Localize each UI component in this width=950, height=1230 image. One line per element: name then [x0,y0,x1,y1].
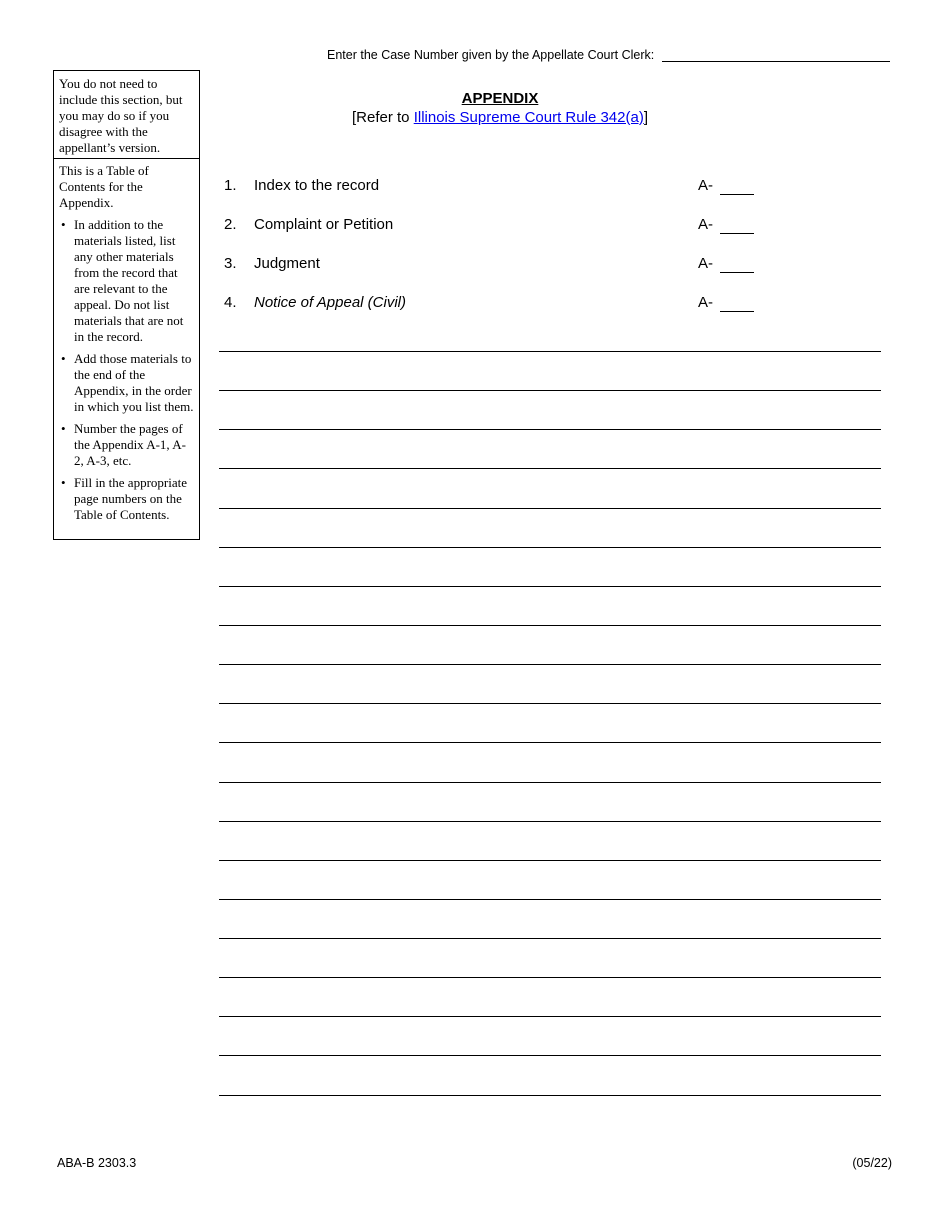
instruction-item: • In addition to the materials listed, list any other materials from the record that are relevant to the appeal. Do not list materials that are not in the record. [59,217,194,345]
toc-page-prefix: A- [698,216,713,233]
instructions-section [54,159,199,539]
additional-entry-line[interactable] [219,429,881,430]
additional-entry-line[interactable] [219,938,881,939]
additional-entry-line[interactable] [219,390,881,391]
instruction-item: • Number the pages of the Appendix A-1, A-2, A-3, etc. [59,421,194,469]
additional-entry-line[interactable] [219,468,881,469]
optional-note: You do not need to include this section, but you may do so if you disagree with the appellant’s version. [54,71,199,159]
toc-page-field[interactable] [720,295,754,312]
toc-label: Notice of Appeal (Civil) [254,294,406,311]
toc-row [224,176,764,196]
instruction-item: • Fill in the appropriate page numbers on the Table of Contents. [59,475,194,523]
toc-label: Index to the record [254,177,380,194]
additional-entry-line[interactable] [219,664,881,665]
additional-entry-line[interactable] [219,742,881,743]
additional-entry-line[interactable] [219,508,881,509]
toc-number: 1. [224,177,237,194]
form-date: (05/22) [852,1156,892,1170]
toc-page-prefix: A- [698,177,713,194]
toc-number: 3. [224,255,237,272]
rule-342a-link[interactable]: Illinois Supreme Court Rule 342(a) [413,109,644,126]
additional-entry-line[interactable] [219,1095,881,1096]
toc-row [224,293,764,313]
rule-reference [220,108,780,127]
toc-page-prefix: A- [698,294,713,311]
toc-row [224,215,764,235]
toc-page-field[interactable] [720,178,754,195]
additional-entry-line[interactable] [219,782,881,783]
refer-prefix: [Refer to [352,109,414,126]
instructions-intro: This is a Table of Contents for the Appendix. [59,163,149,210]
instruction-item: • Add those materials to the end of the Appendix, in the order in which you list them. [59,351,194,415]
additional-entry-line[interactable] [219,1016,881,1017]
toc-page-prefix: A- [698,255,713,272]
page-title: APPENDIX [461,90,539,107]
appendix-title-block [220,89,780,127]
additional-entry-line[interactable] [219,821,881,822]
additional-entry-line[interactable] [219,625,881,626]
toc-label: Judgment [254,255,320,272]
additional-entry-line[interactable] [219,703,881,704]
refer-suffix: ] [643,109,648,126]
toc-number: 4. [224,294,237,311]
additional-entry-line[interactable] [219,547,881,548]
additional-entry-line[interactable] [219,1055,881,1056]
additional-entry-line[interactable] [219,351,881,352]
toc-label: Complaint or Petition [254,216,394,233]
additional-entry-line[interactable] [219,860,881,861]
additional-entry-line[interactable] [219,977,881,978]
additional-entry-line[interactable] [219,899,881,900]
case-number-field[interactable] [662,47,890,62]
toc-row [224,254,764,274]
additional-entry-line[interactable] [219,586,881,587]
instructions-list [59,217,194,523]
case-number-header [327,47,890,62]
case-number-label: Enter the Case Number given by the Appellate Court Clerk: [327,48,655,62]
instructions-box [53,70,200,540]
toc-page-field[interactable] [720,217,754,234]
toc-number: 2. [224,216,237,233]
form-id: ABA-B 2303.3 [57,1156,137,1170]
toc-page-field[interactable] [720,256,754,273]
